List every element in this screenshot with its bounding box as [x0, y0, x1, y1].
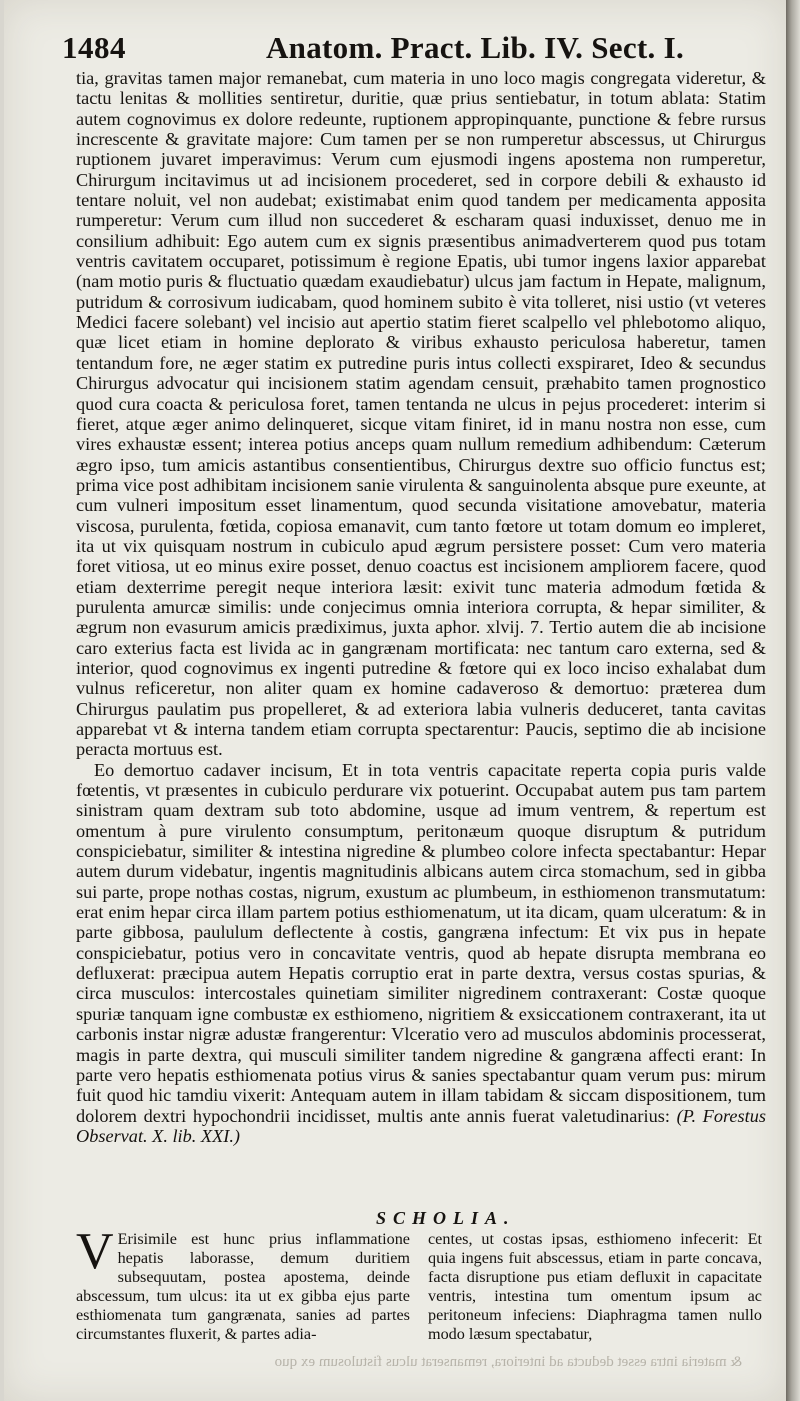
bleed-through-text: & materia intra esset deducta ad interiora, remanserat ulcus fistulosum ex quo [274, 1354, 742, 1370]
page-number: 1484 [62, 30, 126, 65]
autopsy-text: Eo demortuo cadaver incisum, Et in tota ventris capacitate reperta copia puris valde fœtentis, vt præsentes in cubiculo perdurare vix potuerint. Occupabat autem pus tam partem sinistram quam dextram sub toto abdomine, usque ad imum ventrem, & repertum est omentum à pure virulento consumptum, peritonæum quoque disruptum & putridum conspiciebatur, similiter & intestina nigredine & plumbeo colore infecta spectabantur: Hepar autem durum videbatur, ingentis magnitudinis albicans autem circa stomachum, sed in gibba sui parte, prope nothas costas, nigrum, exustum ac plumbeum, in esthiomenon transmutatum: erat enim hepar circa illam partem potius esthiomenatum, ut ita dicam, quam ulceratum: & in parte gibbosa, paululum deflectente à costis, gangræna infectum: Et vix pus in hepate conspiciebatur, potius vero in concavitate ventris, quod ab hepate disrupta membrana eo defluxerat: præcipua autem Hepatis corruptio erat in parte dextra, versus costas spurias, & circa musculos: intercostales quinetiam similiter nigredinem contraxerant: Costæ quoque spuriæ tanquam igne combustæ ex esthiomeno, nigritiem & exsiccationem contraxerant, ita ut carbonis instar nigræ adustæ frangerentur: Vlceratio vero ad musculos abdominis processerat, magis in parte dextra, qui musculi similiter tandem nigredine & gangræna affecti erant: In parte vero hepatis esthiomenata potius virus & sanies spectabantur quam verum pus: mirum fuit quod hic tamdiu vixerit: Antequam autem in illam tabidam & siccam dispositionem, tum dolorem dextri hypochondrii incidisset, multis ante annis fuerat valetudinarius: [76, 759, 766, 1126]
paragraph-case-history: tia, gravitas tamen major remanebat, cum materia in uno loco magis congregata videretur, & tactu lenitas & mollities sentiretur, duritie, quæ prius sentiebatur, in totum ablata: Statim autem cognovimus ex dolore redeunte, ruptionem appropinquante, punctione & febre rursus increscente & gravitate majore: Cum tamen per se non rumperetur abscessus, ut Chirurgus ruptionem juvaret imperavimus: Verum cum ejusmodi ingens apostema non rumperetur, Chirurgum incitavimus ut ad incisionem procederet, sed in corpore debili & exhausto id tentare noluit, vel non audebat; existimabat enim quod tandem per medicamenta apposita rumperetur: Verum cum illud non succederet & escharam quasi induxisset, denuo me in consilium adhibuit: Ego autem cum ex signis præsentibus animadverterem quod pus totam ventris cavitatem occuparet, potissimum è regione Epatis, ubi tumor ingens laxior apparebat (nam motio puris & fluctuatio quædam exaudiebatur) ulcus jam factum in Hepate, malignum, putridum & corrosivum iudicabam, quod hominem subito è vita tolleret, nisi ustio (vt veteres Medici facere solebant) vel incisio aut apertio statim fieret scalpello vel phlebotomo aliquo, quæ licet etiam in homine deplorato & viribus exhausto periculosa haberetur, tamen tentandum fore, ne æger statim ex putredine puris intus collecti exspiraret, Ideo & secundus Chirurgus advocatur qui incisionem statim agendam censuit, præhabito tamen prognostico quod cura coacta & periculosa foret, tamen tentanda ne ulcus in pejus procederet: interim si fieret, atque æger animo delinqueret, sicque vitam finiret, id in manu nostra non esse, cum vires exhaustæ essent; interea potius anceps quam nullum remedium adhibendum: Cæterum ægro ipso, tum amicis astantibus consentientibus, Chirurgus dextre suo officio functus est; prima vice post adhibitam incisionem sanie virulenta & sanguinolenta absque pure exeunte, at cum vulneri impositum esset linamentum, quod secunda visitatione amovebatur, materia viscosa, purulenta, fœtida, copiosa emanavit, cum tanto fœtore ut totam domum eo impleret, ita ut vix quisquam nostrum in cubiculo apud ægrum persistere posset: Cum vero materia foret vitiosa, ut eo minus exire posset, denuo coactus est incisionem ampliorem facere, quod etiam dexterrime peregit neque interiora læsit: exivit tunc materia admodum fœtida & purulenta amurcæ similis: unde conjecimus omnia interiora corrupta, & hepar similiter, & ægrum non evasurum amicis prædiximus, juxta aphor. xlvij. 7. Tertio autem die ab incisione caro exterius facta est livida ac in gangrænam mortificata: nec tantum caro externa, sed & interior, quod cognovimus ex ingenti putredine & fœtore qui ex loco inciso exhalabat dum vulnus reficeretur, non aliter quam ex homine cadaveroso & demortuo: præterea dum Chirurgus paulatim pus propelleret, & ad exteriora labia vulneris deduceret, tanta cavitas apparebat vt & interna tandem etiam corrupta spectarentur: Paucis, septimo die ab incisione peracta mortuus est. [76, 68, 766, 760]
book-page [4, 0, 786, 1401]
page-header [62, 22, 758, 66]
scholia-columns [76, 1230, 766, 1348]
scholia-left-text: Erisimile est hunc prius inflammatione hepatis laborasse, demum duritiem subsequutam, postea apostema, deinde abscessum, tum ulcus: ita ut ex gibba ejus parte esthiomenata tum gangrænata, sanies ad partes circumstantes fluxerit, & partes adia- [76, 1230, 410, 1343]
main-text [76, 68, 766, 1146]
scholia-right-column [428, 1230, 762, 1344]
page-edge-shadow [786, 0, 800, 1401]
citation: (P. Forestus Observat. X. lib. XXI.) [76, 1105, 766, 1146]
drop-cap: V [76, 1230, 114, 1280]
scholia-left-column [76, 1230, 410, 1344]
running-title: Anatom. Pract. Lib. IV. Sect. I. [266, 30, 685, 65]
paragraph-autopsy [76, 760, 766, 1147]
scholia-right-text: centes, ut costas ipsas, esthiomeno infecerit: Et quia ingens fuit abscessus, etiam in parte concava, facta disruptione pus etiam defluxit in capacitate ventris, intestina tum omentum ipsum ac peritoneum infeciens: Diaphragma tamen nullo modo læsum spectabatur, [428, 1230, 762, 1343]
scholia-heading: SCHOLIA. [376, 1208, 516, 1228]
